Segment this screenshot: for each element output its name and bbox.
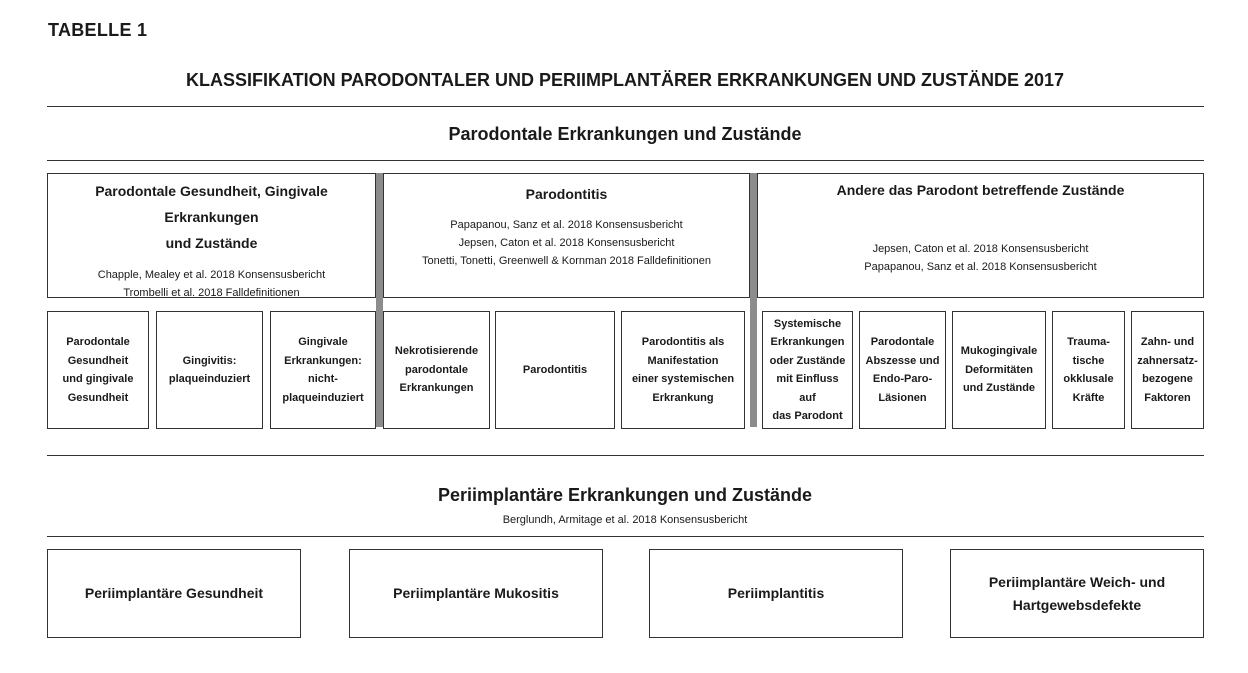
category-ref: Jepsen, Caton et al. 2018 Konsensusbericht: [458, 237, 675, 249]
subcategory-line: mit Einfluss auf: [776, 373, 839, 404]
subcategory-cell: [383, 311, 490, 429]
subcategory-cell: [270, 311, 376, 429]
periimplantaer-box: [649, 549, 903, 638]
subcategory-line: Parodontitis als: [641, 336, 725, 348]
subcategory-line: okklusale: [1063, 373, 1114, 385]
periimplantaer-heading: Periimplantäre Erkrankungen und Zustände: [437, 485, 813, 505]
group-separator: [750, 173, 757, 427]
subcategory-cell: [859, 311, 946, 429]
category-box-parodontitis: [383, 173, 750, 298]
subcategory-line: plaqueinduziert: [282, 391, 364, 404]
subcategory-line: Läsionen: [878, 391, 927, 404]
category-title-line: Andere das Parodont betreffende Zustände: [836, 182, 1125, 198]
category-ref: Papapanou, Sanz et al. 2018 Konsensusbericht: [450, 219, 683, 231]
periimplantaer-box: [950, 549, 1204, 638]
divider: [47, 106, 1204, 107]
category-title-line: Parodontitis: [525, 186, 608, 202]
subcategory-line: Manifestation: [647, 354, 719, 367]
category-title: [48, 178, 375, 256]
subcategory-line: Erkrankungen: [399, 382, 474, 395]
subcategory-line: Gesundheit: [67, 354, 129, 367]
category-ref: Trombelli et al. 2018 Falldefinitionen: [123, 287, 300, 299]
periimplantaer-box: [349, 549, 603, 638]
category-title: [758, 177, 1203, 203]
divider: [47, 536, 1204, 537]
subcategory-line: und gingivale: [62, 373, 134, 385]
main-title: KLASSIFIKATION PARODONTALER UND PERIIMPLANTÄRER ERKRANKUNGEN UND ZUSTÄNDE 2017: [185, 70, 1065, 90]
subcategory-line: Kräfte: [1072, 391, 1105, 404]
subcategory-cell: [156, 311, 263, 429]
subcategory-cell: [621, 311, 745, 429]
divider: [47, 455, 1204, 456]
subcategory-line: Faktoren: [1144, 391, 1191, 404]
subcategory-line: das Parodont: [772, 410, 843, 422]
subcategory-line: Erkrankungen: [770, 336, 845, 348]
table-label: TABELLE 1: [48, 20, 148, 40]
subcategory-line: einer systemischen: [631, 373, 735, 385]
category-ref: Chapple, Mealey et al. 2018 Konsensusbericht: [97, 269, 326, 281]
parodontal-heading: Parodontale Erkrankungen und Zustände: [448, 124, 802, 144]
subcategory-line: Gingivitis:: [182, 354, 237, 367]
subcategory-line: Parodontale: [870, 336, 935, 348]
periimplantaer-ref: Berglundh, Armitage et al. 2018 Konsensusbericht: [502, 514, 748, 526]
category-box-gesundheit: [47, 173, 376, 298]
subcategory-line: Parodontale: [66, 336, 130, 348]
subcategory-line: nicht-: [308, 373, 338, 385]
category-ref: Jepsen, Caton et al. 2018 Konsensusbericht: [872, 243, 1089, 255]
subcategory-cell: [47, 311, 149, 429]
periimplantaer-line: Periimplantäre Gesundheit: [84, 585, 264, 601]
subcategory-line: Gesundheit: [67, 391, 129, 404]
subcategory-line: zahnersatz-: [1137, 354, 1198, 367]
subcategory-cell: [495, 311, 615, 429]
category-ref: Tonetti, Tonetti, Greenwell & Kornman 2018 Falldefinitionen: [421, 255, 712, 267]
periimplantaer-line: Periimplantitis: [727, 585, 825, 601]
subcategory-cell: [952, 311, 1046, 429]
subcategory-line: parodontale: [405, 363, 468, 376]
subcategory-line: bezogene: [1142, 373, 1193, 385]
periimplantaer-line: Hartgewebsdefekte: [1012, 596, 1142, 613]
subcategory-line: Parodontitis: [522, 363, 588, 376]
subcategory-line: Zahn- und: [1140, 336, 1195, 348]
subcategory-cell: [1052, 311, 1125, 429]
subcategory-line: Deformitäten: [965, 363, 1033, 376]
subcategory-line: tische: [1072, 354, 1105, 367]
subcategory-line: Erkrankung: [652, 391, 714, 404]
subcategory-cell: [1131, 311, 1204, 429]
subcategory-line: plaqueinduziert: [168, 373, 251, 385]
subcategory-cell: [762, 311, 853, 429]
subcategory-line: Abszesse und: [865, 354, 940, 367]
subcategory-line: Nekrotisierende: [394, 345, 479, 358]
category-refs: [758, 240, 1203, 276]
subcategory-line: Gingivale: [298, 336, 348, 348]
group-separator: [376, 173, 383, 427]
category-refs: [48, 266, 375, 302]
category-title: [384, 181, 749, 207]
periimplantaer-line: Periimplantäre Weich- und: [988, 573, 1166, 590]
periimplantaer-box: [47, 549, 301, 638]
category-ref: Papapanou, Sanz et al. 2018 Konsensusbericht: [864, 261, 1097, 273]
category-refs: [384, 216, 749, 270]
subcategory-line: Mukogingivale: [960, 345, 1038, 358]
subcategory-line: Systemische: [773, 317, 842, 330]
subcategory-line: oder Zustände: [769, 354, 846, 367]
category-title-line: und Zustände: [165, 235, 258, 251]
category-box-andere: [757, 173, 1204, 298]
subcategory-line: Trauma-: [1067, 336, 1110, 348]
subcategory-line: Endo-Paro-: [872, 373, 933, 385]
category-title-line: Parodontale Gesundheit, Gingivale Erkrankungen: [95, 183, 328, 225]
subcategory-line: und Zustände: [962, 382, 1036, 395]
subcategory-line: Erkrankungen:: [284, 354, 362, 367]
divider: [47, 160, 1204, 161]
periimplantaer-line: Periimplantäre Mukositis: [393, 585, 559, 601]
